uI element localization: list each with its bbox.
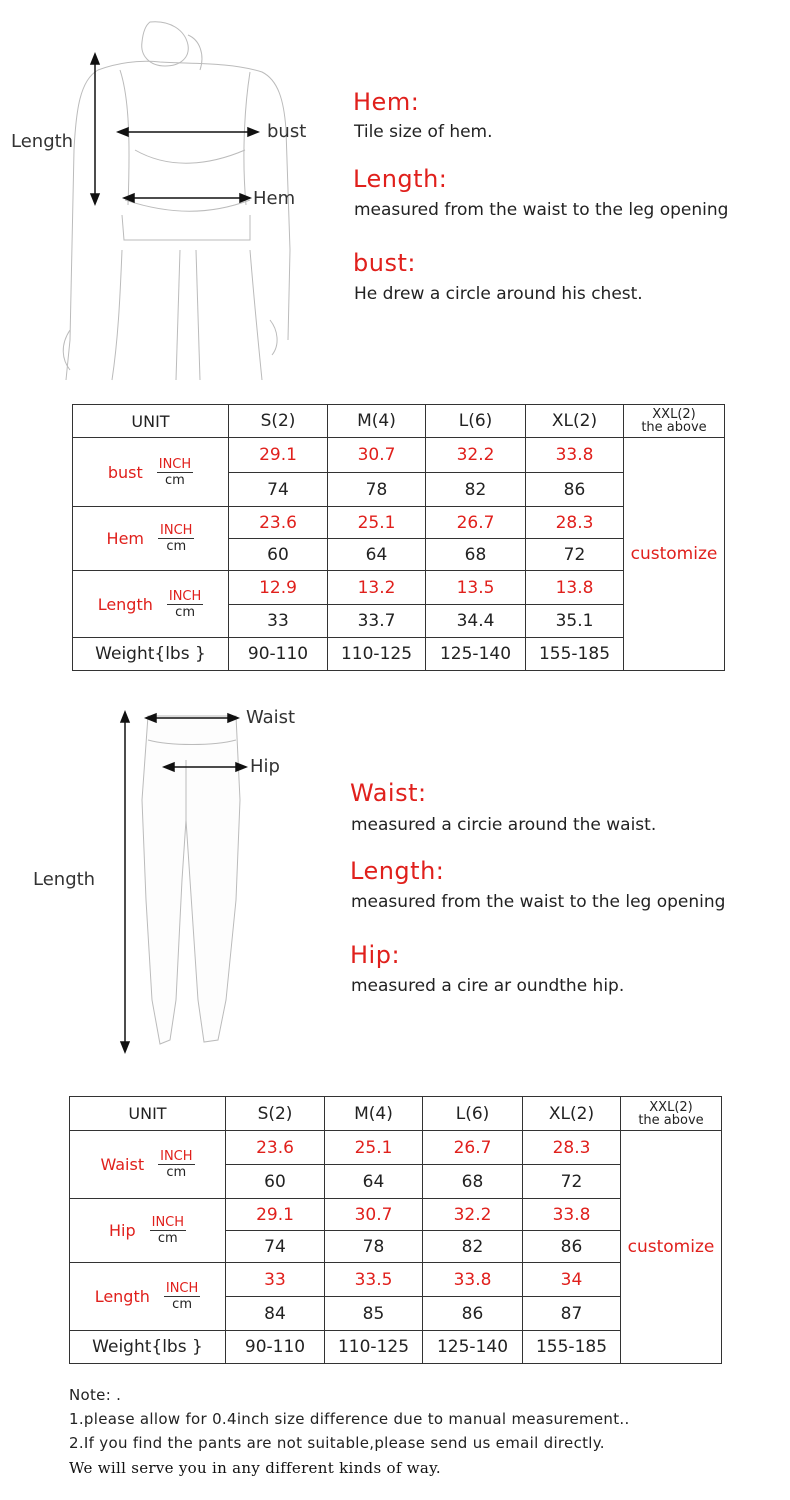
length-definition-text: measured from the waist to the leg opening xyxy=(354,200,729,220)
table-cell: 110-125 xyxy=(325,1331,423,1364)
unit-fraction: $\frac{\text{INCH}}{cm}$ xyxy=(160,523,193,554)
size-header-xl: XL(2) xyxy=(526,405,624,438)
table-cell: 35.1 xyxy=(526,605,624,638)
customize-cell: customize xyxy=(624,438,725,671)
table-cell: 32.2 xyxy=(423,1199,523,1231)
length-definition-title: Length: xyxy=(353,165,448,193)
table-cell: 78 xyxy=(328,473,426,507)
row-name: bust xyxy=(107,462,143,482)
hip-definition-text: measured a cire ar oundthe hip. xyxy=(351,976,625,996)
table-cell: 23.6 xyxy=(226,1131,325,1165)
hip-definition-title: Hip: xyxy=(350,941,401,969)
table-cell: 23.6 xyxy=(229,507,328,539)
waist-definition-title: Waist: xyxy=(350,779,427,807)
unit-header: UNIT xyxy=(73,405,229,438)
table-cell: 110-125 xyxy=(328,638,426,671)
table-cell: 33.8 xyxy=(526,438,624,473)
size-header-xxl xyxy=(621,1097,722,1131)
xxl-line1: XXL(2) xyxy=(652,407,696,422)
weight-label: Weight{lbs } xyxy=(70,1331,226,1364)
table-cell: 13.5 xyxy=(426,571,526,605)
table-cell: 29.1 xyxy=(229,438,328,473)
table-cell: 33.7 xyxy=(328,605,426,638)
bust-definition-title: bust: xyxy=(353,249,416,277)
pants-length-definition-text: measured from the waist to the leg opening xyxy=(351,892,726,912)
table-cell: 90-110 xyxy=(229,638,328,671)
size-header-l: L(6) xyxy=(426,405,526,438)
pants-length-definition-title: Length: xyxy=(350,857,445,885)
unit-header: UNIT xyxy=(70,1097,226,1131)
hem-definition-title: Hem: xyxy=(353,88,420,116)
note-line-1: 1.please allow for 0.4inch size difference due to manual measurement.. xyxy=(69,1410,630,1428)
row-name: Hem xyxy=(106,529,145,548)
table-cell: 72 xyxy=(526,539,624,571)
size-header-xl: XL(2) xyxy=(523,1097,621,1131)
table-cell: 34 xyxy=(523,1263,621,1297)
table-cell: 30.7 xyxy=(325,1199,423,1231)
row-label-length xyxy=(73,571,229,638)
unit-fraction: $\frac{\text{INCH}}{cm}$ xyxy=(165,1281,199,1312)
table-cell: 26.7 xyxy=(426,507,526,539)
table-cell: 74 xyxy=(226,1231,325,1263)
table-cell: 29.1 xyxy=(226,1199,325,1231)
note-line-2: 2.If you find the pants are not suitable,please send us email directly. xyxy=(69,1434,605,1452)
table-cell: 12.9 xyxy=(229,571,328,605)
size-header-m: M(4) xyxy=(325,1097,423,1131)
hip-label: Hip xyxy=(250,756,280,777)
table-cell: 33 xyxy=(226,1263,325,1297)
table-cell: 26.7 xyxy=(423,1131,523,1165)
table-cell: 33.5 xyxy=(325,1263,423,1297)
table-cell: 90-110 xyxy=(226,1331,325,1364)
table-cell: 155-185 xyxy=(526,638,624,671)
row-name: Hip xyxy=(108,1221,136,1240)
table-cell: 60 xyxy=(229,539,328,571)
table-cell: 85 xyxy=(325,1297,423,1331)
row-label-length xyxy=(70,1263,226,1331)
table-cell: 82 xyxy=(426,473,526,507)
bottom-size-table xyxy=(69,1096,722,1364)
table-cell: 74 xyxy=(229,473,328,507)
row-name: Length xyxy=(94,1287,150,1306)
pants-length-label: Length xyxy=(33,869,96,890)
table-cell: 86 xyxy=(526,473,624,507)
table-cell: 64 xyxy=(325,1165,423,1199)
waist-definition-text: measured a circie around the waist. xyxy=(351,815,657,835)
unit-fraction: $\frac{\text{INCH}}{cm}$ xyxy=(160,1149,193,1180)
top-size-table xyxy=(72,404,725,671)
table-cell: 33.8 xyxy=(423,1263,523,1297)
table-cell: 155-185 xyxy=(523,1331,621,1364)
table-cell: 125-140 xyxy=(423,1331,523,1364)
table-cell: 13.2 xyxy=(328,571,426,605)
table-cell: 68 xyxy=(423,1165,523,1199)
table-cell: 13.8 xyxy=(526,571,624,605)
hem-label: Hem xyxy=(253,188,296,209)
size-header-m: M(4) xyxy=(328,405,426,438)
table-cell: 30.7 xyxy=(328,438,426,473)
row-label-hem xyxy=(73,507,229,571)
row-label-hip xyxy=(70,1199,226,1263)
table-cell: 32.2 xyxy=(426,438,526,473)
table-cell: 34.4 xyxy=(426,605,526,638)
table-cell: 87 xyxy=(523,1297,621,1331)
table-cell: 33.8 xyxy=(523,1199,621,1231)
table-cell: 82 xyxy=(423,1231,523,1263)
table-cell: 33 xyxy=(229,605,328,638)
table-cell: 125-140 xyxy=(426,638,526,671)
waist-label: Waist xyxy=(246,707,296,728)
hem-definition-text: Tile size of hem. xyxy=(354,122,493,142)
xxl-line1: XXL(2) xyxy=(649,1099,693,1115)
table-cell: 28.3 xyxy=(526,507,624,539)
table-cell: 72 xyxy=(523,1165,621,1199)
note-line-3: We will serve you in any different kinds of way. xyxy=(69,1459,441,1477)
table-cell: 78 xyxy=(325,1231,423,1263)
weight-label: Weight{lbs } xyxy=(73,638,229,671)
unit-fraction: $\frac{\text{INCH}}{cm}$ xyxy=(151,1215,185,1246)
size-header-s: S(2) xyxy=(226,1097,325,1131)
length-label: Length xyxy=(11,131,74,152)
row-label-bust xyxy=(73,438,229,507)
customize-cell: customize xyxy=(621,1131,722,1364)
size-header-s: S(2) xyxy=(229,405,328,438)
row-name: Length xyxy=(97,594,153,614)
table-cell: 68 xyxy=(426,539,526,571)
table-cell: 64 xyxy=(328,539,426,571)
table-cell: 84 xyxy=(226,1297,325,1331)
table-cell: 25.1 xyxy=(325,1131,423,1165)
bust-definition-text: He drew a circle around his chest. xyxy=(354,284,643,304)
note-heading: Note: . xyxy=(69,1386,122,1404)
table-cell: 28.3 xyxy=(523,1131,621,1165)
row-name: Waist xyxy=(100,1155,145,1174)
xxl-line2: the above xyxy=(638,1112,704,1128)
table-cell: 86 xyxy=(523,1231,621,1263)
unit-fraction: $\frac{\text{INCH}}{cm}$ xyxy=(168,588,202,620)
size-header-xxl xyxy=(624,405,725,438)
size-header-l: L(6) xyxy=(423,1097,523,1131)
bust-label: bust xyxy=(267,121,307,142)
unit-fraction: $\frac{\text{INCH}}{cm}$ xyxy=(158,456,192,488)
xxl-line2: the above xyxy=(641,420,707,435)
table-cell: 86 xyxy=(423,1297,523,1331)
table-cell: 60 xyxy=(226,1165,325,1199)
table-cell: 25.1 xyxy=(328,507,426,539)
row-label-waist xyxy=(70,1131,226,1199)
